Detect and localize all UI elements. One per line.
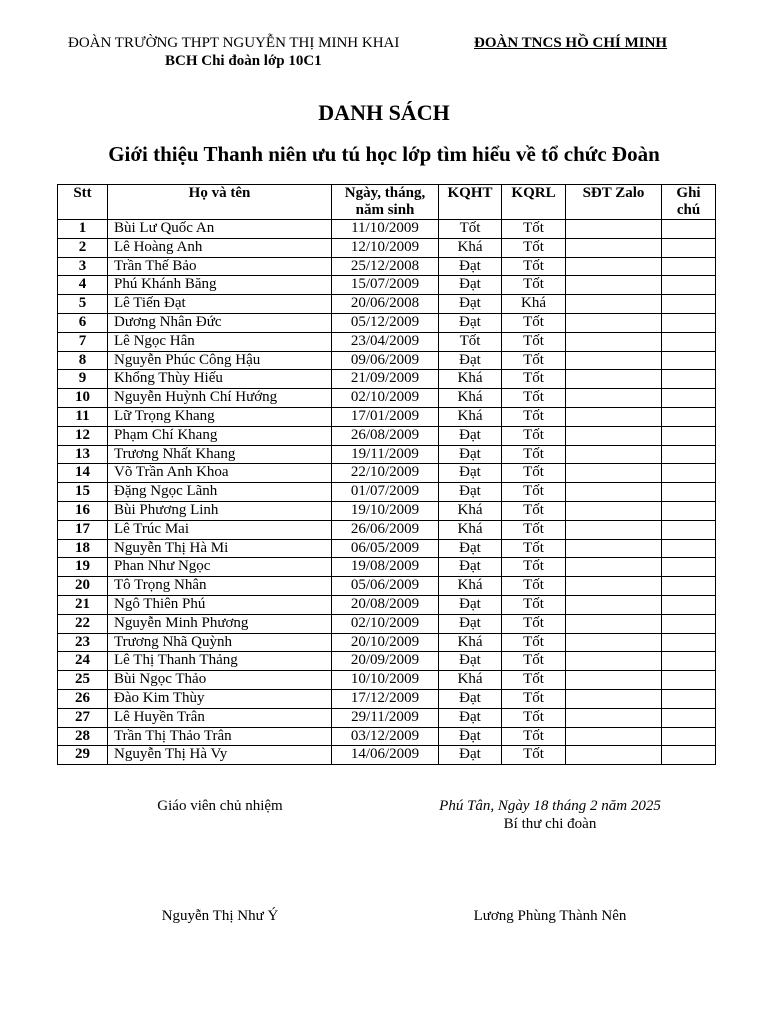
member-list-table <box>57 184 716 765</box>
conduct-result: Tốt <box>502 614 566 633</box>
birth-date: 10/10/2009 <box>332 671 439 690</box>
table-row <box>58 689 716 708</box>
conduct-result: Tốt <box>502 595 566 614</box>
member-name: Bùi Ngọc Thảo <box>108 671 332 690</box>
table-row <box>58 389 716 408</box>
note <box>662 220 716 239</box>
birth-date: 14/06/2009 <box>332 746 439 765</box>
academic-result: Đạt <box>439 727 502 746</box>
academic-result: Đạt <box>439 313 502 332</box>
note <box>662 276 716 295</box>
table-body <box>58 220 716 765</box>
conduct-result: Tốt <box>502 276 566 295</box>
member-name: Trương Nhất Khang <box>108 445 332 464</box>
academic-result: Đạt <box>439 539 502 558</box>
member-name: Lê Tiến Đạt <box>108 295 332 314</box>
row-number: 5 <box>58 295 108 314</box>
note <box>662 727 716 746</box>
conduct-result: Tốt <box>502 689 566 708</box>
table-row <box>58 501 716 520</box>
academic-result: Đạt <box>439 614 502 633</box>
zalo-phone <box>566 577 662 596</box>
member-name: Lê Thị Thanh Thảng <box>108 652 332 671</box>
conduct-result: Tốt <box>502 558 566 577</box>
member-name: Đặng Ngọc Lãnh <box>108 483 332 502</box>
zalo-phone <box>566 595 662 614</box>
note <box>662 501 716 520</box>
conduct-result: Khá <box>502 295 566 314</box>
academic-result: Khá <box>439 577 502 596</box>
note <box>662 614 716 633</box>
zalo-phone <box>566 633 662 652</box>
zalo-phone <box>566 238 662 257</box>
zalo-phone <box>566 220 662 239</box>
member-name: Ngô Thiên Phú <box>108 595 332 614</box>
table-row <box>58 633 716 652</box>
conduct-result: Tốt <box>502 389 566 408</box>
member-name: Lê Ngọc Hân <box>108 332 332 351</box>
zalo-phone <box>566 614 662 633</box>
table-row <box>58 558 716 577</box>
member-name: Tô Trọng Nhân <box>108 577 332 596</box>
conduct-result: Tốt <box>502 727 566 746</box>
table-row <box>58 652 716 671</box>
member-name: Phú Khánh Băng <box>108 276 332 295</box>
academic-result: Khá <box>439 520 502 539</box>
note <box>662 238 716 257</box>
note <box>662 539 716 558</box>
academic-result: Đạt <box>439 445 502 464</box>
column-header: Stt <box>58 185 108 220</box>
birth-date: 05/06/2009 <box>332 577 439 596</box>
table-row <box>58 351 716 370</box>
note <box>662 445 716 464</box>
document-title: DANH SÁCH <box>318 100 450 125</box>
column-header: SĐT Zalo <box>566 185 662 220</box>
youth-union-name: ĐOÀN TNCS HỒ CHÍ MINH <box>474 35 668 51</box>
member-name: Lê Huyền Trân <box>108 708 332 727</box>
academic-result: Tốt <box>439 332 502 351</box>
column-header: KQHT <box>439 185 502 220</box>
conduct-result: Tốt <box>502 746 566 765</box>
table-row <box>58 426 716 445</box>
row-number: 18 <box>58 539 108 558</box>
secretary-name: Lương Phùng Thành Nên <box>473 908 627 924</box>
zalo-phone <box>566 257 662 276</box>
table-row <box>58 746 716 765</box>
column-header: Ngày, tháng, năm sinh <box>332 185 439 220</box>
member-name: Trần Thế Bảo <box>108 257 332 276</box>
academic-result: Đạt <box>439 276 502 295</box>
note <box>662 407 716 426</box>
table-row <box>58 614 716 633</box>
table-row <box>58 238 716 257</box>
table-row <box>58 313 716 332</box>
member-name: Khổng Thùy Hiếu <box>108 370 332 389</box>
zalo-phone <box>566 332 662 351</box>
birth-date: 22/10/2009 <box>332 464 439 483</box>
birth-date: 01/07/2009 <box>332 483 439 502</box>
note <box>662 595 716 614</box>
conduct-result: Tốt <box>502 652 566 671</box>
academic-result: Đạt <box>439 464 502 483</box>
row-number: 20 <box>58 577 108 596</box>
birth-date: 09/06/2009 <box>332 351 439 370</box>
table-row <box>58 483 716 502</box>
birth-date: 19/08/2009 <box>332 558 439 577</box>
zalo-phone <box>566 407 662 426</box>
conduct-result: Tốt <box>502 633 566 652</box>
column-header: Ghi chú <box>662 185 716 220</box>
member-name: Trương Nhã Quỳnh <box>108 633 332 652</box>
table-row <box>58 464 716 483</box>
academic-result: Khá <box>439 370 502 389</box>
birth-date: 19/11/2009 <box>332 445 439 464</box>
note <box>662 633 716 652</box>
academic-result: Khá <box>439 407 502 426</box>
row-number: 2 <box>58 238 108 257</box>
birth-date: 06/05/2009 <box>332 539 439 558</box>
note <box>662 652 716 671</box>
row-number: 27 <box>58 708 108 727</box>
table-row <box>58 539 716 558</box>
conduct-result: Tốt <box>502 426 566 445</box>
birth-date: 17/01/2009 <box>332 407 439 426</box>
teacher-role: Giáo viên chủ nhiệm <box>157 798 283 814</box>
birth-date: 12/10/2009 <box>332 238 439 257</box>
row-number: 6 <box>58 313 108 332</box>
table-row <box>58 220 716 239</box>
zalo-phone <box>566 746 662 765</box>
table-row <box>58 276 716 295</box>
zalo-phone <box>566 370 662 389</box>
zalo-phone <box>566 426 662 445</box>
member-name: Nguyễn Minh Phương <box>108 614 332 633</box>
academic-result: Tốt <box>439 220 502 239</box>
conduct-result: Tốt <box>502 220 566 239</box>
table-row <box>58 370 716 389</box>
table-row <box>58 520 716 539</box>
conduct-result: Tốt <box>502 708 566 727</box>
row-number: 29 <box>58 746 108 765</box>
birth-date: 20/08/2009 <box>332 595 439 614</box>
zalo-phone <box>566 689 662 708</box>
birth-date: 02/10/2009 <box>332 614 439 633</box>
birth-date: 29/11/2009 <box>332 708 439 727</box>
secretary-role: Bí thư chi đoàn <box>503 816 597 832</box>
note <box>662 708 716 727</box>
member-name: Nguyễn Thị Hà Mi <box>108 539 332 558</box>
teacher-name: Nguyễn Thị Như Ý <box>161 908 279 924</box>
note <box>662 558 716 577</box>
zalo-phone <box>566 313 662 332</box>
birth-date: 23/04/2009 <box>332 332 439 351</box>
birth-date: 26/08/2009 <box>332 426 439 445</box>
column-header: KQRL <box>502 185 566 220</box>
conduct-result: Tốt <box>502 520 566 539</box>
conduct-result: Tốt <box>502 501 566 520</box>
member-name: Lữ Trọng Khang <box>108 407 332 426</box>
conduct-result: Tốt <box>502 332 566 351</box>
note <box>662 746 716 765</box>
note <box>662 332 716 351</box>
table-row <box>58 445 716 464</box>
birth-date: 05/12/2009 <box>332 313 439 332</box>
birth-date: 26/06/2009 <box>332 520 439 539</box>
note <box>662 257 716 276</box>
table-row <box>58 727 716 746</box>
note <box>662 426 716 445</box>
conduct-result: Tốt <box>502 483 566 502</box>
conduct-result: Tốt <box>502 671 566 690</box>
place-date: Phú Tân, Ngày 18 tháng 2 năm 2025 <box>439 798 661 814</box>
row-number: 26 <box>58 689 108 708</box>
conduct-result: Tốt <box>502 370 566 389</box>
row-number: 13 <box>58 445 108 464</box>
conduct-result: Tốt <box>502 313 566 332</box>
row-number: 23 <box>58 633 108 652</box>
table-row <box>58 595 716 614</box>
academic-result: Khá <box>439 238 502 257</box>
academic-result: Đạt <box>439 708 502 727</box>
zalo-phone <box>566 464 662 483</box>
row-number: 10 <box>58 389 108 408</box>
row-number: 17 <box>58 520 108 539</box>
note <box>662 483 716 502</box>
header-left <box>68 34 440 70</box>
academic-result: Đạt <box>439 689 502 708</box>
table-row <box>58 332 716 351</box>
document-subtitle: Giới thiệu Thanh niên ưu tú học lớp tìm hiểu về tổ chức Đoàn <box>108 142 660 166</box>
row-number: 11 <box>58 407 108 426</box>
birth-date: 20/10/2009 <box>332 633 439 652</box>
conduct-result: Tốt <box>502 445 566 464</box>
member-name: Nguyễn Phúc Công Hậu <box>108 351 332 370</box>
note <box>662 577 716 596</box>
zalo-phone <box>566 708 662 727</box>
row-number: 12 <box>58 426 108 445</box>
note <box>662 671 716 690</box>
academic-result: Đạt <box>439 426 502 445</box>
zalo-phone <box>566 558 662 577</box>
member-name: Bùi Phương Linh <box>108 501 332 520</box>
table-header-row <box>58 185 716 220</box>
birth-date: 19/10/2009 <box>332 501 439 520</box>
member-name: Bùi Lư Quốc An <box>108 220 332 239</box>
zalo-phone <box>566 483 662 502</box>
member-name: Đào Kim Thùy <box>108 689 332 708</box>
academic-result: Đạt <box>439 652 502 671</box>
row-number: 4 <box>58 276 108 295</box>
row-number: 28 <box>58 727 108 746</box>
academic-result: Đạt <box>439 558 502 577</box>
note <box>662 295 716 314</box>
row-number: 24 <box>58 652 108 671</box>
birth-date: 21/09/2009 <box>332 370 439 389</box>
row-number: 1 <box>58 220 108 239</box>
note <box>662 464 716 483</box>
birth-date: 15/07/2009 <box>332 276 439 295</box>
zalo-phone <box>566 501 662 520</box>
table-row <box>58 671 716 690</box>
row-number: 3 <box>58 257 108 276</box>
member-name: Lê Trúc Mai <box>108 520 332 539</box>
row-number: 16 <box>58 501 108 520</box>
note <box>662 689 716 708</box>
academic-result: Đạt <box>439 351 502 370</box>
zalo-phone <box>566 351 662 370</box>
member-name: Nguyễn Thị Hà Vy <box>108 746 332 765</box>
conduct-result: Tốt <box>502 539 566 558</box>
academic-result: Khá <box>439 671 502 690</box>
row-number: 8 <box>58 351 108 370</box>
zalo-phone <box>566 295 662 314</box>
member-name: Dương Nhân Đức <box>108 313 332 332</box>
note <box>662 520 716 539</box>
academic-result: Đạt <box>439 295 502 314</box>
academic-result: Khá <box>439 633 502 652</box>
academic-result: Đạt <box>439 746 502 765</box>
table-row <box>58 257 716 276</box>
member-name: Nguyễn Huỳnh Chí Hướng <box>108 389 332 408</box>
table-row <box>58 708 716 727</box>
school-union-name: ĐOÀN TRƯỜNG THPT NGUYỄN THỊ MINH KHAI <box>68 35 400 51</box>
member-name: Phan Như Ngọc <box>108 558 332 577</box>
birth-date: 17/12/2009 <box>332 689 439 708</box>
table-row <box>58 577 716 596</box>
birth-date: 02/10/2009 <box>332 389 439 408</box>
row-number: 19 <box>58 558 108 577</box>
member-name: Phạm Chí Khang <box>108 426 332 445</box>
zalo-phone <box>566 445 662 464</box>
birth-date: 11/10/2009 <box>332 220 439 239</box>
zalo-phone <box>566 671 662 690</box>
birth-date: 03/12/2009 <box>332 727 439 746</box>
row-number: 21 <box>58 595 108 614</box>
academic-result: Đạt <box>439 483 502 502</box>
row-number: 22 <box>58 614 108 633</box>
zalo-phone <box>566 539 662 558</box>
academic-result: Khá <box>439 389 502 408</box>
note <box>662 313 716 332</box>
zalo-phone <box>566 520 662 539</box>
conduct-result: Tốt <box>502 577 566 596</box>
conduct-result: Tốt <box>502 407 566 426</box>
member-name: Trần Thị Thảo Trân <box>108 727 332 746</box>
row-number: 14 <box>58 464 108 483</box>
note <box>662 389 716 408</box>
note <box>662 370 716 389</box>
note <box>662 351 716 370</box>
row-number: 7 <box>58 332 108 351</box>
academic-result: Khá <box>439 501 502 520</box>
member-name: Võ Trần Anh Khoa <box>108 464 332 483</box>
birth-date: 20/06/2008 <box>332 295 439 314</box>
table-row <box>58 295 716 314</box>
row-number: 25 <box>58 671 108 690</box>
row-number: 15 <box>58 483 108 502</box>
birth-date: 25/12/2008 <box>332 257 439 276</box>
member-name: Lê Hoàng Anh <box>108 238 332 257</box>
zalo-phone <box>566 276 662 295</box>
class-committee-name: BCH Chi đoàn lớp 10C1 <box>165 53 322 69</box>
conduct-result: Tốt <box>502 464 566 483</box>
column-header: Họ và tên <box>108 185 332 220</box>
zalo-phone <box>566 727 662 746</box>
conduct-result: Tốt <box>502 351 566 370</box>
zalo-phone <box>566 652 662 671</box>
birth-date: 20/09/2009 <box>332 652 439 671</box>
academic-result: Đạt <box>439 595 502 614</box>
conduct-result: Tốt <box>502 257 566 276</box>
conduct-result: Tốt <box>502 238 566 257</box>
table-row <box>58 407 716 426</box>
zalo-phone <box>566 389 662 408</box>
row-number: 9 <box>58 370 108 389</box>
academic-result: Đạt <box>439 257 502 276</box>
